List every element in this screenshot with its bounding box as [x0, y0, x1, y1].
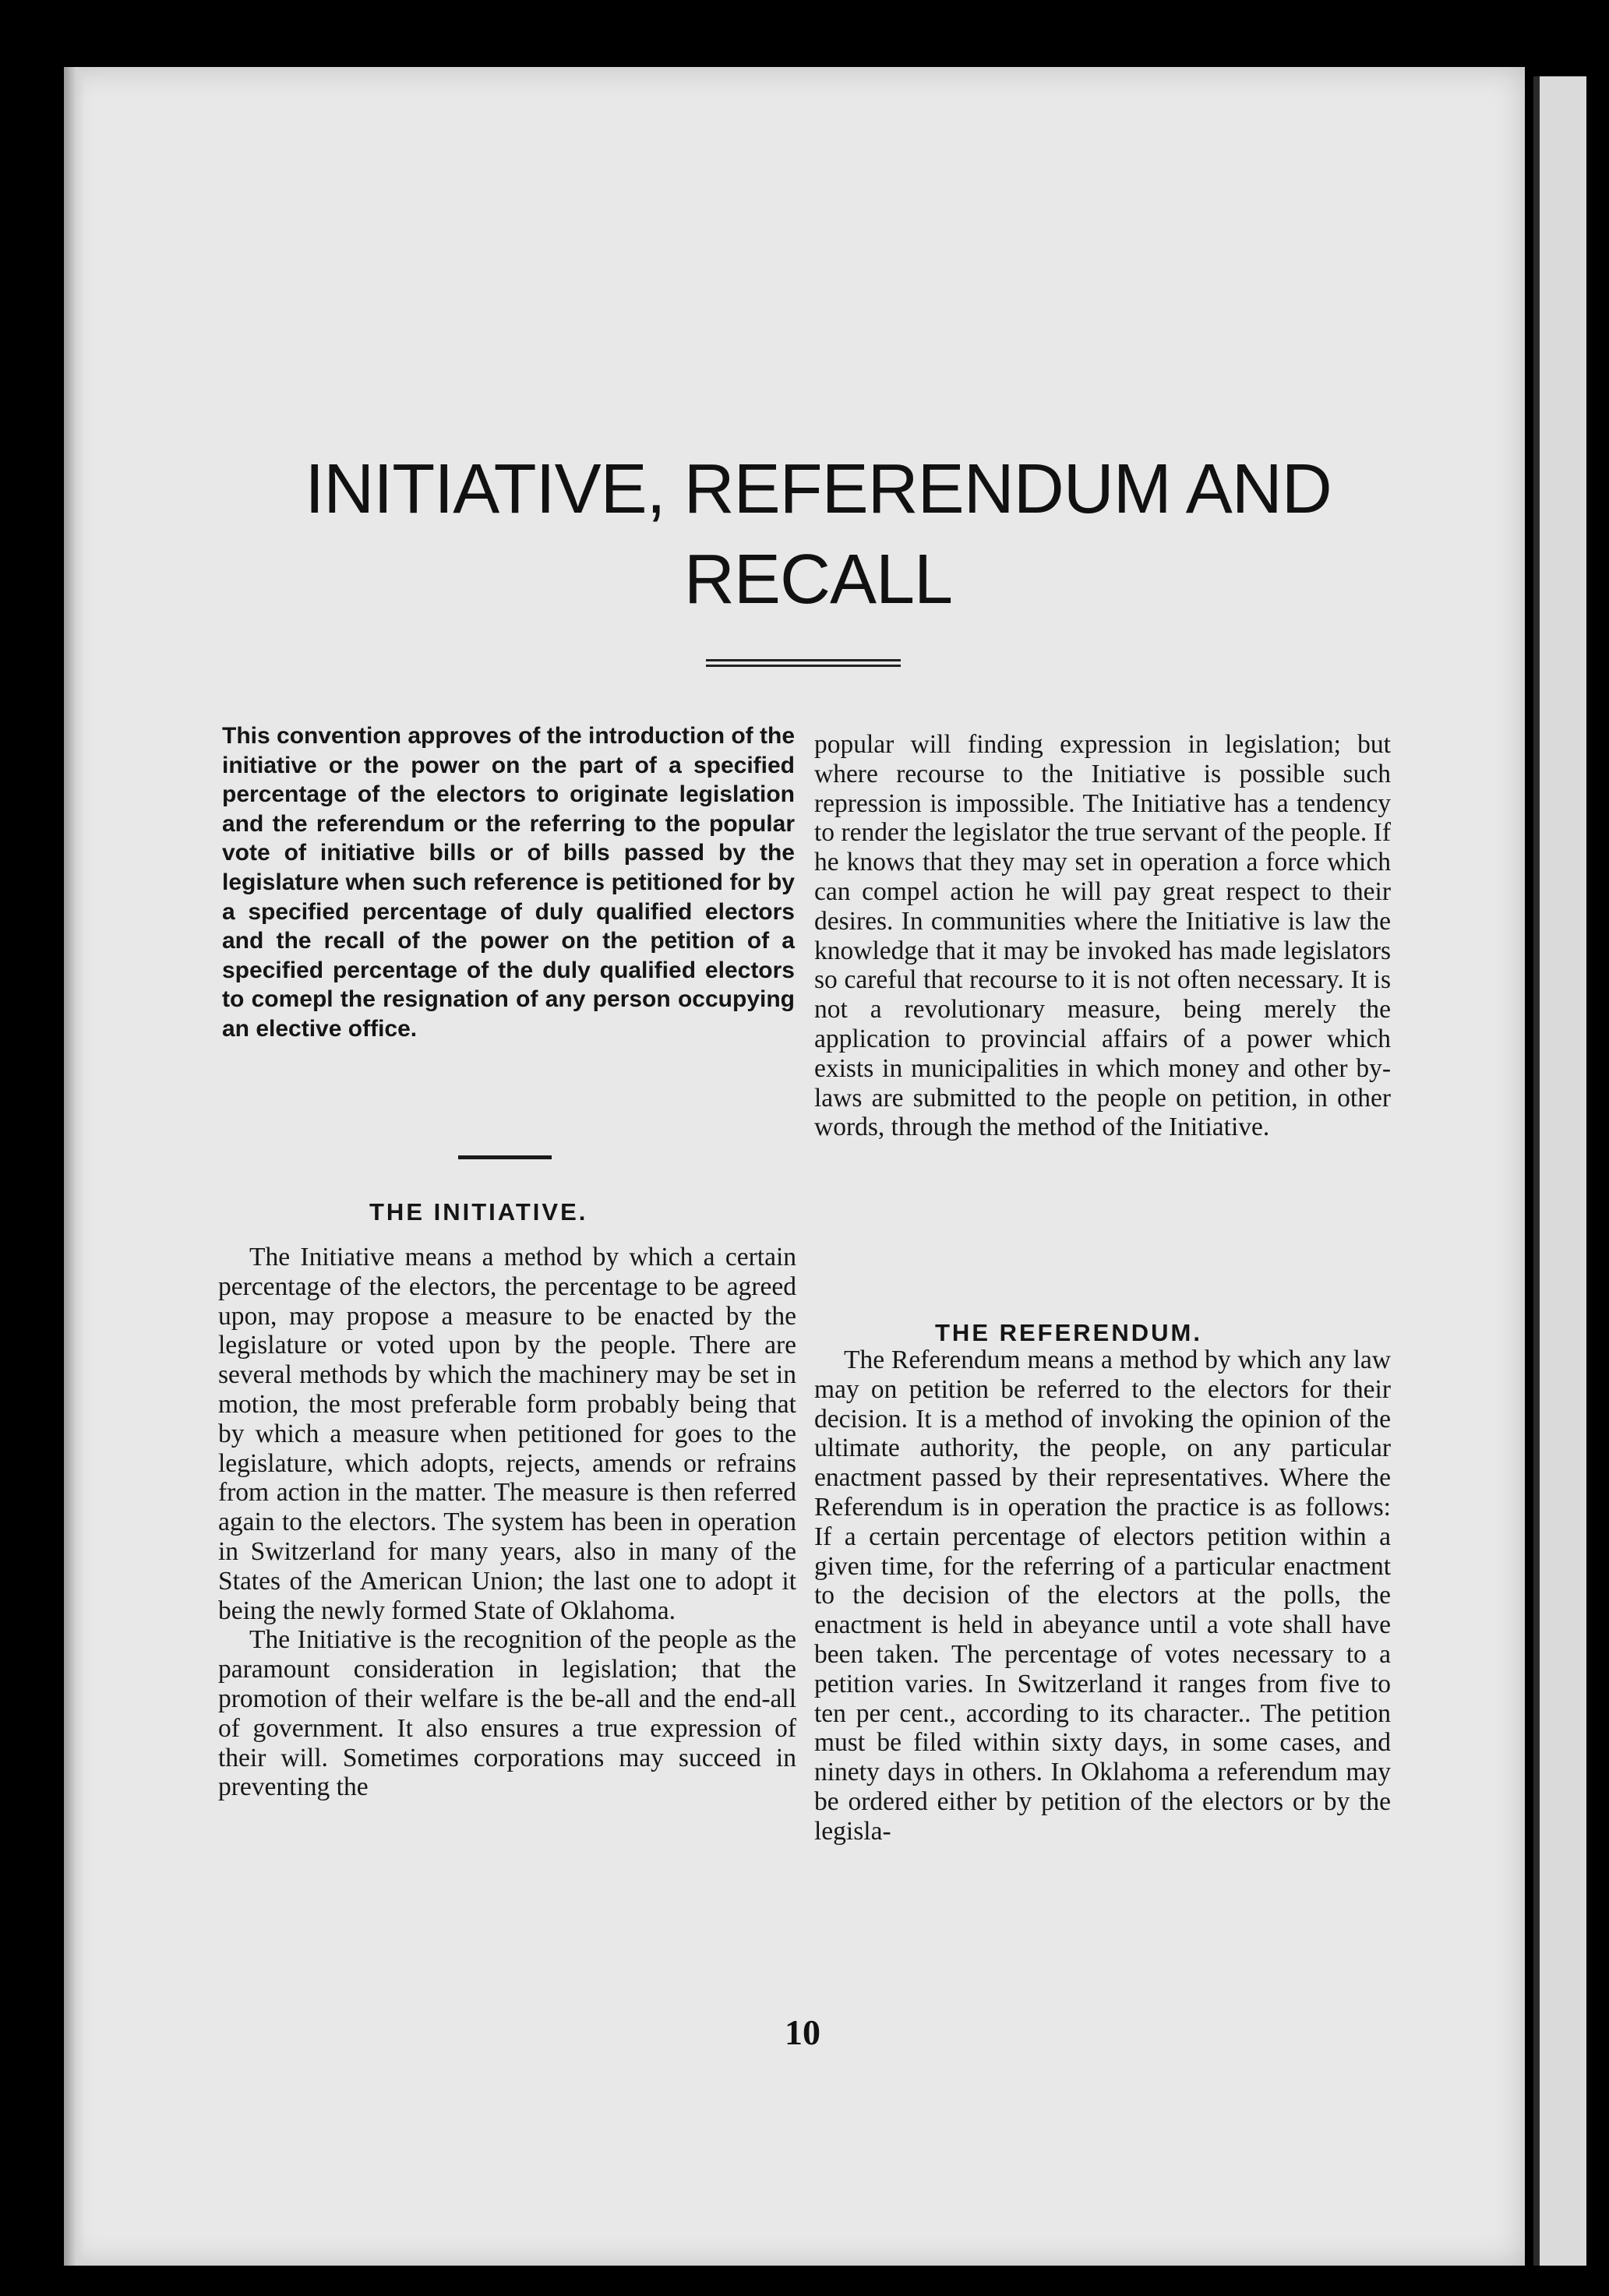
adjacent-page-edge — [1533, 76, 1586, 2266]
initiative-paragraph-2: The Initiative is the recognition of the people as the paramount consideration in legislation; that the promotion of their welfare is the be-all and the end-all of government. It also ensures a true expression of their will. Sometimes corporations may succeed in preventing the — [218, 1625, 796, 1802]
referendum-paragraph-1: The Referendum means a method by which any law may on petition be referred to the electors for their decision. It is a method of invoking the opinion of the ultimate authority, the people, on any particular enactment passed by their representatives. Where the Referendum is in operation the practice is as follows: If a certain percentage of electors petition within a given time, for the referring of a particular enactment to the decision of the electors at the polls, the enactment is held in abeyance until a vote shall have been taken. The percentage of votes necessary to a petition varies. In Switzerland it ranges from five to ten per cent., according to its character.. The petition must be filed within sixty days, in some cases, and ninety days in others. In Oklahoma a referendum may be ordered either by petition of the electors or by the legisla- — [814, 1346, 1391, 1846]
referendum-heading: THE REFERENDUM. — [935, 1319, 1202, 1346]
right-column-body — [814, 1346, 1391, 1846]
title-divider — [706, 659, 901, 667]
section-divider — [458, 1155, 552, 1159]
intro-resolution: This convention approves of the introduction of the initiative or the power on the part of a specified percentage of the electors to originate legislation and the referendum or the referring to the popular vote of initiative bills or of bills passed by the legislature when such reference is petitioned for by a specified percentage of duly qualified electors and the recall of the power on the petition of a specified percentage of the duly qualified electors to comepl the resignation of any person occupying an elective office. — [222, 723, 795, 1042]
page-sheet — [64, 67, 1525, 2266]
left-column-body — [218, 1243, 796, 1802]
initiative-paragraph-continued: popular will finding expression in legislation; but where recourse to the Initiative is possible such repression is impossible. The Initiative has a tendency to render the legislator the true servant of the people. If he knows that they may set in operation a force which can compel action he will pay great respect to their desires. In communities where the Initiative is law the knowledge that it may be invoked has made legislators so careful that recourse to it is not often necessary. It is not a revolutionary measure, being merely the application to provincial affairs of a power which exists in municipalities in which money and other by-laws are submitted to the people on petition, in other words, through the method of the Initiative. — [814, 730, 1391, 1142]
right-column-continued — [814, 730, 1391, 1142]
page-number: 10 — [785, 2012, 820, 2052]
initiative-paragraph-1: The Initiative means a method by which a certain percentage of the electors, the percentage to be agreed upon, may propose a measure to be enacted by the legislature or voted upon by the people. There are several methods by which the machinery may be set in motion, the most preferable form probably being that by which a measure when petitioned for goes to the legislature, which adopts, rejects, amends or refrains from action in the matter. The measure is then referred again to the electors. The system has been in operation in Switzerland for many years, also in many of the States of the American Union; the last one to adopt it being the newly formed State of Oklahoma. — [218, 1243, 796, 1625]
binding-edge — [64, 67, 84, 2266]
page-title: INITIATIVE, REFERENDUM AND RECALL — [305, 450, 1332, 619]
initiative-heading: THE INITIATIVE. — [369, 1198, 588, 1226]
